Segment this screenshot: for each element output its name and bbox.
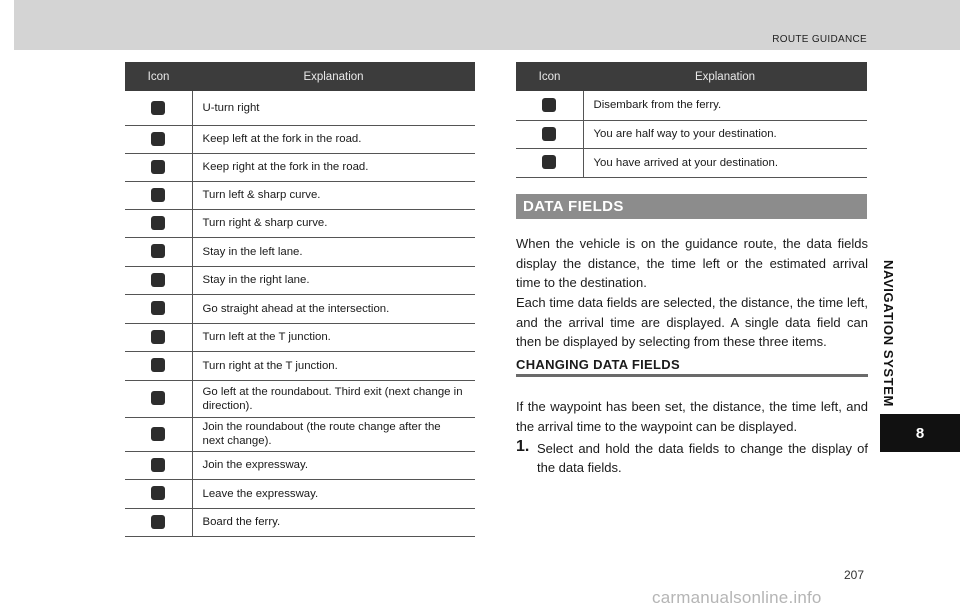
step-number: 1.: [516, 438, 530, 455]
fork-keep-left-icon: [151, 132, 165, 146]
icon-cell: [125, 294, 192, 323]
table-row: [125, 508, 475, 536]
halfway-flag-icon: [542, 127, 556, 141]
explanation-cell: Stay in the left lane.: [192, 237, 475, 266]
table-row: [125, 237, 475, 266]
table-row: [125, 209, 475, 237]
icon-cell: [125, 181, 192, 209]
explanation-cell: U-turn right: [192, 91, 475, 125]
paragraph-data-fields-selection: Each time data fields are selected, the distance, the time left, and the arrival time are displayed. A single data field can then be displayed by selecting from these three items.: [516, 295, 868, 349]
table-row: [125, 323, 475, 351]
subheading-changing-data-fields: CHANGING DATA FIELDS: [516, 357, 680, 372]
table-header-row: [125, 62, 475, 91]
expressway-leave-icon: [151, 486, 165, 500]
icon-cell: [125, 125, 192, 153]
icon-cell: [516, 148, 583, 177]
icon-column-header: Icon: [125, 62, 192, 91]
table-row: [125, 351, 475, 380]
icon-cell: [125, 323, 192, 351]
explanation-cell: Keep left at the fork in the road.: [192, 125, 475, 153]
checkered-flag-icon: [542, 155, 556, 169]
explanation-column-header: Explanation: [583, 62, 867, 91]
table-row: [125, 91, 475, 125]
table-row: [125, 125, 475, 153]
table-row: [516, 120, 867, 148]
t-junction-left-icon: [151, 330, 165, 344]
table-row: [125, 294, 475, 323]
chapter-tab[interactable]: 8: [880, 414, 960, 452]
table-row: [125, 153, 475, 181]
paragraph-waypoint: If the waypoint has been set, the distance, the time left, and the arrival time to the waypoint can be displayed.: [516, 399, 868, 434]
icon-cell: [125, 153, 192, 181]
right-lane-icon: [151, 273, 165, 287]
icon-cell: [516, 120, 583, 148]
icon-cell: [125, 380, 192, 417]
section-heading-data-fields: DATA FIELDS: [516, 194, 867, 219]
icon-cell: [125, 479, 192, 508]
explanation-cell: Turn right & sharp curve.: [192, 209, 475, 237]
roundabout-join-icon: [151, 427, 165, 441]
table-row: [125, 380, 475, 417]
straight-ahead-icon: [151, 301, 165, 315]
explanation-cell: Leave the expressway.: [192, 479, 475, 508]
explanation-cell: Join the roundabout (the route change after the next change).: [192, 417, 475, 451]
step-item: [516, 439, 868, 477]
sharp-left-icon: [151, 188, 165, 202]
table-header-row: [516, 62, 867, 91]
fork-keep-right-icon: [151, 160, 165, 174]
ferry-disembark-icon: [542, 98, 556, 112]
explanation-column-header: Explanation: [192, 62, 475, 91]
u-turn-right-icon: [151, 101, 165, 115]
paragraph-data-fields-intro: When the vehicle is on the guidance route, the data fields display the distance, the time left or the estimated arrival time to the destination.: [516, 236, 868, 290]
table-row: [125, 417, 475, 451]
ferry-board-icon: [151, 515, 165, 529]
watermark[interactable]: carmanualsonline.info: [652, 588, 822, 607]
explanation-cell: Turn left at the T junction.: [192, 323, 475, 351]
explanation-cell: You are half way to your destination.: [583, 120, 867, 148]
table-row: [125, 451, 475, 479]
icon-cell: [125, 417, 192, 451]
explanation-cell: You have arrived at your destination.: [583, 148, 867, 177]
explanation-cell: Turn left & sharp curve.: [192, 181, 475, 209]
expressway-join-icon: [151, 458, 165, 472]
icon-cell: [125, 451, 192, 479]
explanation-cell: Turn right at the T junction.: [192, 351, 475, 380]
table-row: [125, 479, 475, 508]
subheading-rule: [516, 374, 868, 377]
running-head: ROUTE GUIDANCE: [772, 34, 867, 45]
explanation-cell: Go straight ahead at the intersection.: [192, 294, 475, 323]
step-text: Select and hold the data fields to change the display of the data fields.: [537, 441, 868, 475]
icon-cell: [516, 91, 583, 120]
icon-column-header: Icon: [516, 62, 583, 91]
explanation-cell: Keep right at the fork in the road.: [192, 153, 475, 181]
icon-cell: [125, 91, 192, 125]
explanation-cell: Board the ferry.: [192, 508, 475, 536]
sharp-right-icon: [151, 216, 165, 230]
page-number: 207: [844, 568, 865, 582]
icon-cell: [125, 351, 192, 380]
icon-cell: [125, 508, 192, 536]
icon-cell: [125, 266, 192, 294]
table-row: [516, 91, 867, 120]
icon-cell: [125, 209, 192, 237]
left-lane-icon: [151, 244, 165, 258]
table-row: [125, 181, 475, 209]
explanation-cell: Join the expressway.: [192, 451, 475, 479]
explanation-cell: Go left at the roundabout. Third exit (next change in direction).: [192, 380, 475, 417]
t-junction-right-icon: [151, 358, 165, 372]
right-icon-table: [516, 62, 867, 178]
icon-cell: [125, 237, 192, 266]
roundabout-left-icon: [151, 391, 165, 405]
explanation-cell: Disembark from the ferry.: [583, 91, 867, 120]
table-row: [516, 148, 867, 177]
left-icon-table: [125, 62, 475, 537]
explanation-cell: Stay in the right lane.: [192, 266, 475, 294]
table-row: [125, 266, 475, 294]
